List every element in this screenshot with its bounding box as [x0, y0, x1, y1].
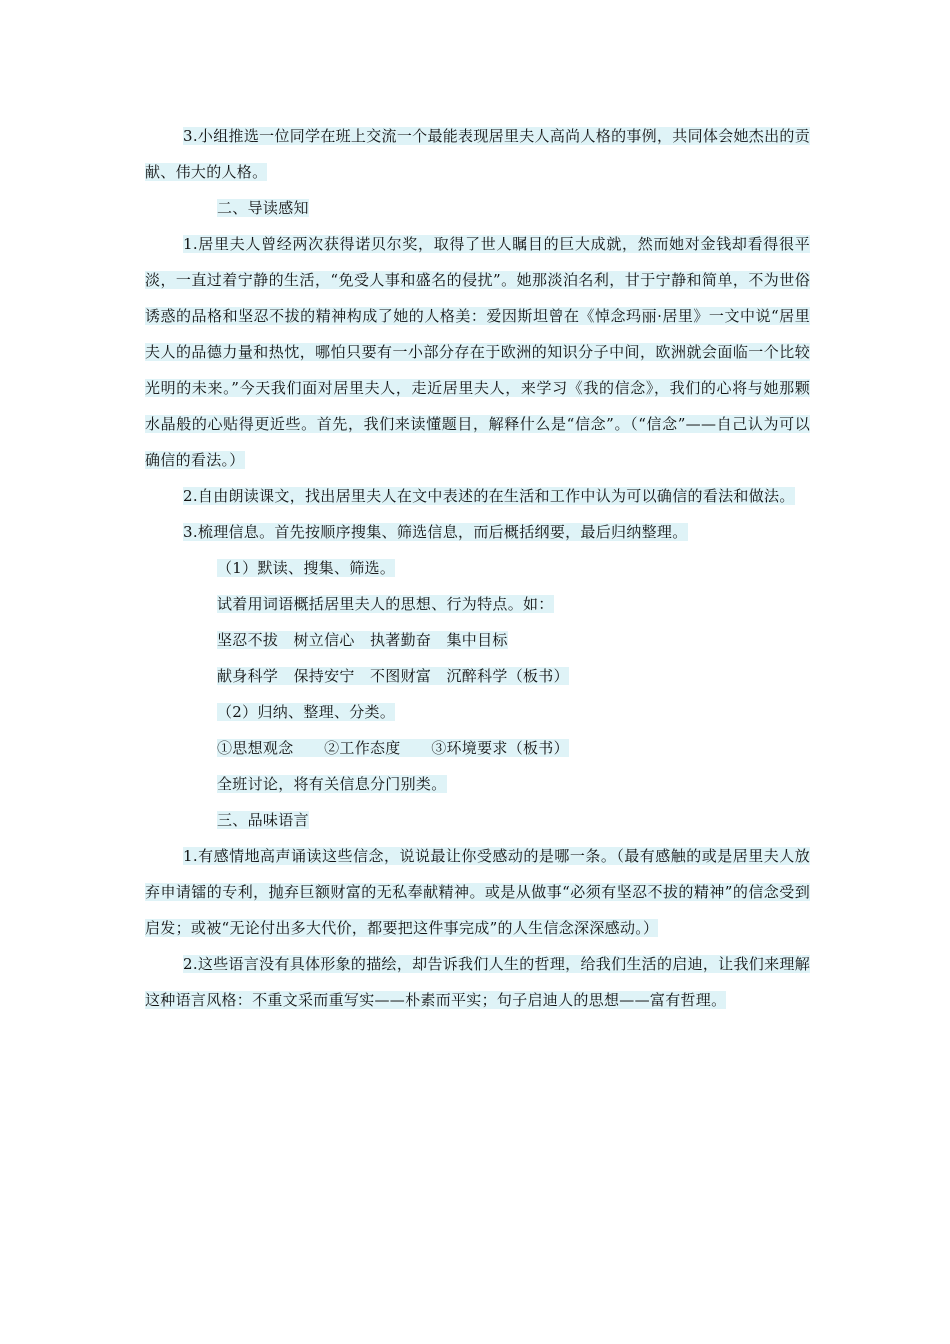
paragraph-text: 试着用词语概括居里夫人的思想、行为特点。如： [217, 595, 554, 613]
paragraph-text: 1.有感情地高声诵读这些信念，说说最让你受感动的是哪一条。（最有感触的或是居里夫人放弃申请镭的专利，抛弃巨额财富的无私奉献精神。或是从做事“必须有坚忍不拔的精神”的信念受到启发；或被“无论付出多大代价，都要把这件事完成”的人生信念深深感动。） [145, 847, 810, 937]
paragraph-text: 2.自由朗读课文，找出居里夫人在文中表述的在生活和工作中认为可以确信的看法和做法。 [183, 487, 795, 505]
paragraph-class-discussion [145, 766, 810, 802]
paragraph-curie-intro [145, 226, 810, 478]
paragraph-language-style [145, 946, 810, 1018]
paragraph-text: （2）归纳、整理、分类。 [217, 703, 396, 721]
paragraph-keywords-row-2 [145, 658, 810, 694]
paragraph-text: 献身科学 保持安宁 不图财富 沉醉科学（板书） [217, 667, 569, 685]
paragraph-read-aloud [145, 838, 810, 946]
paragraph-organize-info [145, 514, 810, 550]
paragraph-text: 3.梳理信息。首先按顺序搜集、筛选信息，而后概括纲要，最后归纳整理。 [183, 523, 688, 541]
paragraph-text: 2.这些语言没有具体形象的描绘，却告诉我们人生的哲理，给我们生活的启迪，让我们来理解这种语言风格：不重文采而重写实——朴素而平实；句子启迪人的思想——富有哲理。 [145, 955, 810, 1009]
paragraph-summarize-words [145, 586, 810, 622]
paragraph-text: 全班讨论，将有关信息分门别类。 [217, 775, 447, 793]
paragraph-categories [145, 730, 810, 766]
paragraph-group-sharing [145, 118, 810, 190]
paragraph-text: 坚忍不拔 树立信心 执著勤奋 集中目标 [217, 631, 508, 649]
paragraph-step-2 [145, 694, 810, 730]
paragraph-text: ①思想观念 ②工作态度 ③环境要求（板书） [217, 739, 569, 757]
heading-text: 三、品味语言 [217, 811, 309, 829]
document-page [145, 118, 810, 1018]
paragraph-text: 1.居里夫人曾经两次获得诺贝尔奖，取得了世人瞩目的巨大成就，然而她对金钱却看得很平淡，一直过着宁静的生活，“免受人事和盛名的侵扰”。她那淡泊名利，甘于宁静和简单，不为世俗诱惑的品格和坚忍不拔的精神构成了她的人格美：爱因斯坦曾在《悼念玛丽·居里》一文中说“居里夫人的品德力量和热忱，哪怕只要有一小部分存在于欧洲的知识分子中间，欧洲就会面临一个比较光明的未来。”今天我们面对居里夫人，走近居里夫人，来学习《我的信念》，我们的心将与她那颗水晶般的心贴得更近些。首先，我们来读懂题目，解释什么是“信念”。（“信念”——自己认为可以确信的看法。） [145, 235, 810, 469]
paragraph-keywords-row-1 [145, 622, 810, 658]
section-heading-guided-reading [145, 190, 810, 226]
paragraph-step-1 [145, 550, 810, 586]
paragraph-text: 3.小组推选一位同学在班上交流一个最能表现居里夫人高尚人格的事例，共同体会她杰出的贡献、伟大的人格。 [145, 127, 810, 181]
paragraph-free-reading [145, 478, 810, 514]
paragraph-text: （1）默读、搜集、筛选。 [217, 559, 396, 577]
section-heading-language [145, 802, 810, 838]
heading-text: 二、导读感知 [217, 199, 309, 217]
